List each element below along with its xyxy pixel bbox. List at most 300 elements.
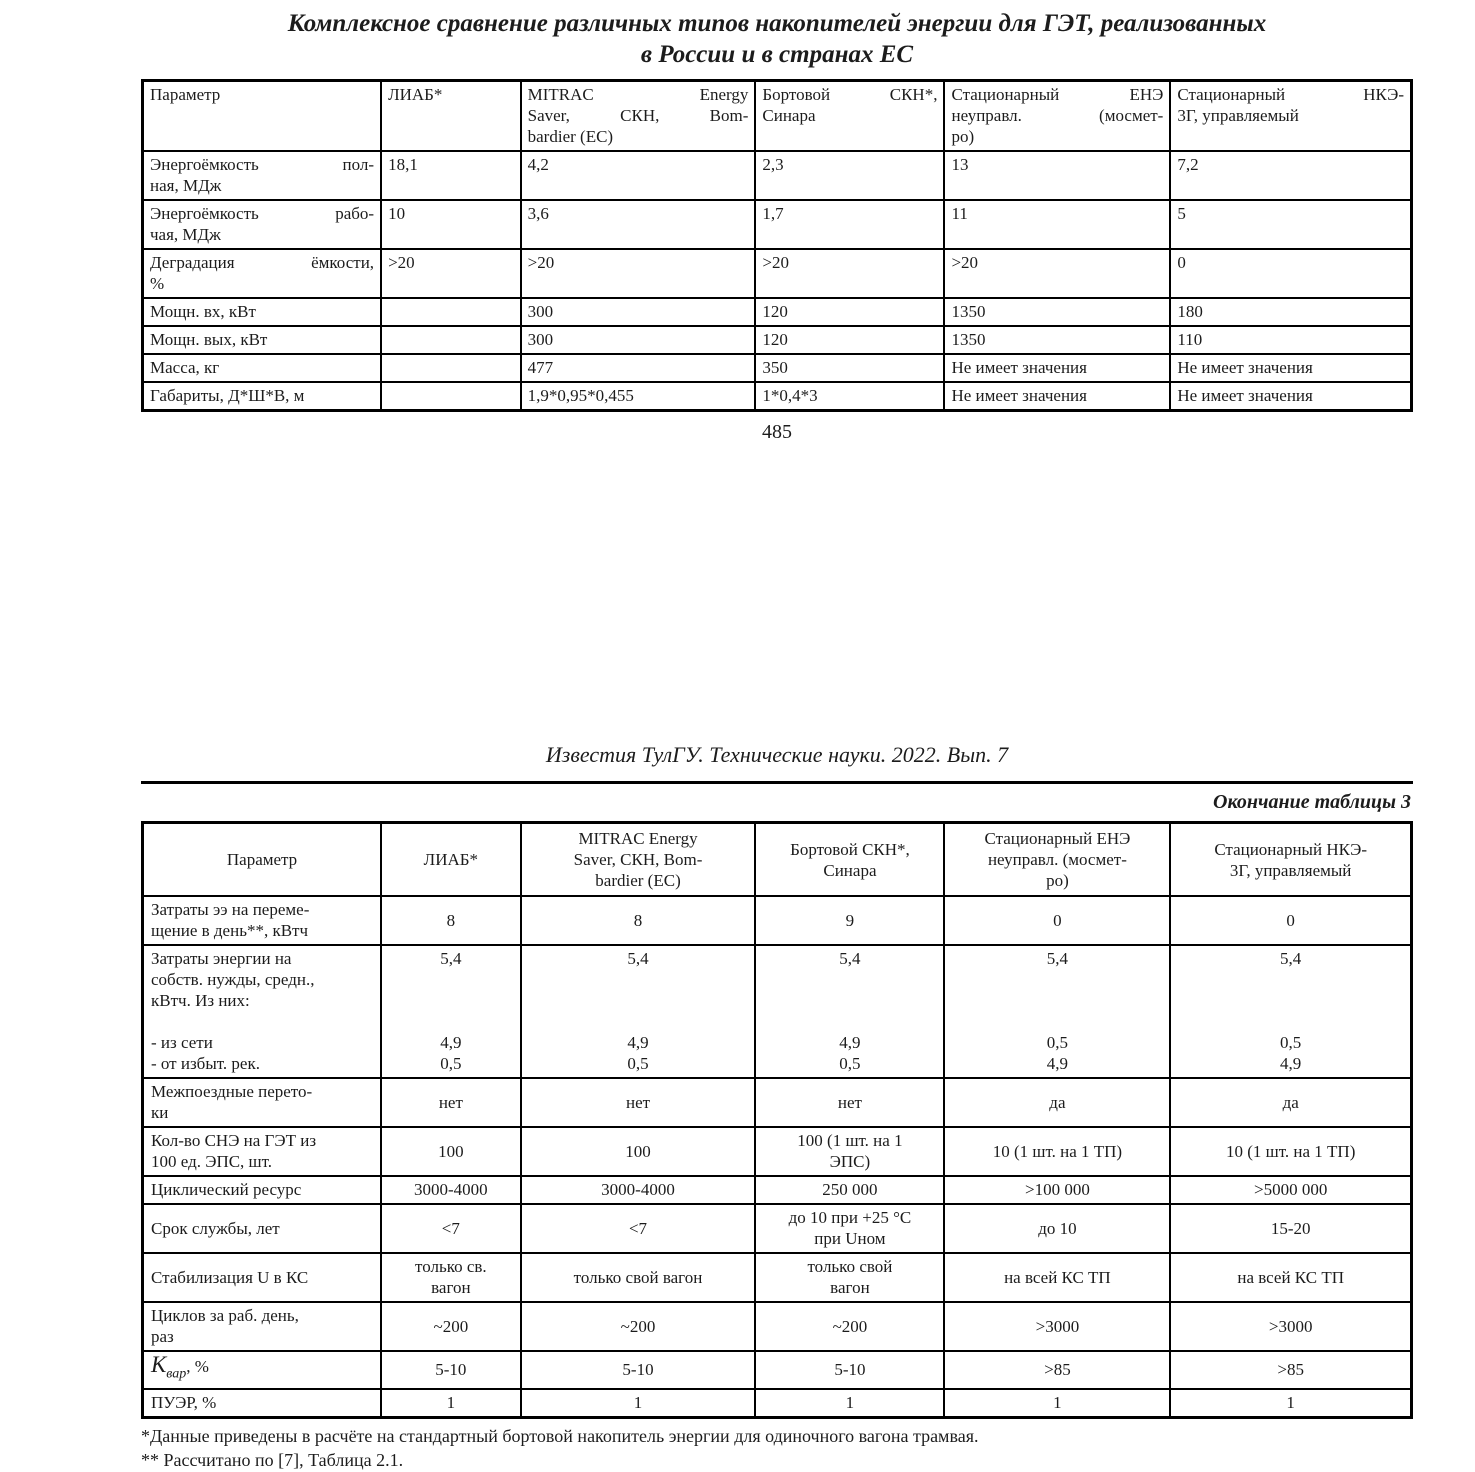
table-continuation-label: Окончание таблицы 3 xyxy=(1213,791,1411,813)
cell-line: на всей КС ТП xyxy=(1004,1267,1111,1287)
param-cell xyxy=(143,298,382,326)
value-cell xyxy=(521,200,756,249)
value-cell xyxy=(755,1302,944,1351)
value-cell xyxy=(521,354,756,382)
cell-line: 3Г, управляемый xyxy=(1229,860,1352,880)
cell-line: Не имеет значения xyxy=(1177,386,1313,405)
cell-line: >85 xyxy=(1044,1359,1071,1379)
value-cell xyxy=(1170,382,1411,411)
param-cell xyxy=(143,1351,382,1389)
document-page xyxy=(141,0,1413,1472)
cell-line: Энергоёмкость рабо- xyxy=(150,204,375,223)
value-cell xyxy=(1170,1351,1411,1389)
table-row xyxy=(143,1253,1412,1302)
value-cell xyxy=(1170,298,1411,326)
value-cell xyxy=(944,1176,1170,1204)
value-cell xyxy=(755,945,944,1078)
cell-line: чая, МДж xyxy=(150,225,221,244)
value-cell xyxy=(944,151,1170,200)
value-cell xyxy=(755,298,944,326)
value-cell xyxy=(755,1078,944,1127)
value-cell xyxy=(381,1389,521,1418)
value-cell xyxy=(381,896,521,945)
cell-line: 10 (1 шт. на 1 ТП) xyxy=(1225,1141,1356,1161)
cell-line: 110 xyxy=(1177,330,1203,349)
cell-line xyxy=(388,301,514,322)
cell-line: 8 xyxy=(446,910,456,930)
value-cell xyxy=(521,1302,756,1351)
cell-line xyxy=(760,990,939,1011)
cell-line: ная, МДж xyxy=(150,176,222,195)
value-cell xyxy=(1170,896,1411,945)
cell-line xyxy=(760,1011,939,1032)
header-rule xyxy=(141,781,1413,784)
value-cell xyxy=(381,1204,521,1253)
value-cell xyxy=(381,249,521,298)
param-cell xyxy=(143,326,382,354)
cell-line: 13 xyxy=(951,155,969,174)
column-header-cell xyxy=(944,81,1170,152)
cell-line: 300 xyxy=(527,302,554,321)
cell-line: ки xyxy=(151,1103,169,1122)
cell-line: 180 xyxy=(1177,302,1203,321)
cell-line: ЭПС) xyxy=(829,1152,871,1171)
document-title xyxy=(141,8,1413,70)
cell-line: MITRAC Energy xyxy=(527,85,749,104)
cell-line: Синара xyxy=(762,106,816,125)
cell-line: Затраты ээ на переме- xyxy=(151,900,310,919)
value-cell xyxy=(521,1351,756,1389)
cell-line: 3,6 xyxy=(527,204,549,223)
value-cell xyxy=(1170,1389,1411,1418)
cell-line xyxy=(949,990,1165,1011)
cell-line: 1 xyxy=(1053,1392,1062,1412)
value-cell xyxy=(381,1078,521,1127)
cell-line: Не имеет значения xyxy=(951,358,1087,377)
cell-line: Бортовой СКН*, xyxy=(790,839,910,859)
param-cell xyxy=(143,1253,382,1302)
value-cell xyxy=(944,945,1170,1078)
cell-line: 120 xyxy=(762,330,788,349)
cell-line: 18,1 xyxy=(388,155,418,174)
cell-line: до 10 xyxy=(1038,1218,1077,1238)
value-cell xyxy=(1170,1302,1411,1351)
param-cell xyxy=(143,1302,382,1351)
cell-line xyxy=(388,385,514,406)
value-cell xyxy=(1170,1127,1411,1176)
cell-line: 10 (1 шт. на 1 ТП) xyxy=(992,1141,1123,1161)
cell-line: 1,7 xyxy=(762,204,784,223)
value-cell xyxy=(755,200,944,249)
cell-line: 10 xyxy=(388,204,406,223)
value-cell xyxy=(1170,1176,1411,1204)
cell-line: только свой вагон xyxy=(573,1267,703,1287)
cell-line: Стационарный ЕНЭ xyxy=(984,829,1131,848)
param-cell xyxy=(143,1204,382,1253)
cell-line xyxy=(388,357,514,378)
cell-line: на всей КС ТП xyxy=(1237,1267,1344,1287)
cell-line: да xyxy=(1282,1092,1299,1112)
cell-line: собств. нужды, средн., xyxy=(151,970,315,989)
cell-line: 9 xyxy=(845,910,855,930)
cell-line: 120 xyxy=(762,302,788,321)
cell-line: 100 xyxy=(438,1141,464,1161)
value-cell xyxy=(381,1253,521,1302)
value-cell xyxy=(381,200,521,249)
param-cell xyxy=(143,354,382,382)
cell-line: >100 000 xyxy=(1024,1180,1090,1199)
value-cell xyxy=(755,382,944,411)
cell-line xyxy=(151,1011,375,1032)
cell-line: неуправл. (мосмет- xyxy=(987,850,1127,869)
value-cell xyxy=(381,1351,521,1389)
cell-line: 100 ед. ЭПС, шт. xyxy=(151,1152,273,1171)
cell-line xyxy=(386,990,516,1011)
cell-line: Масса, кг xyxy=(150,358,220,377)
value-cell xyxy=(944,896,1170,945)
column-header-cell xyxy=(143,81,382,152)
value-cell xyxy=(381,945,521,1078)
cell-line: при Uном xyxy=(814,1229,886,1248)
column-header-cell xyxy=(381,823,521,897)
value-cell xyxy=(381,326,521,354)
column-header-cell xyxy=(944,823,1170,897)
table-row xyxy=(143,1302,1412,1351)
cell-line: 250 000 xyxy=(822,1180,878,1199)
cell-line: Мощн. вх, кВт xyxy=(150,302,256,321)
param-cell xyxy=(143,382,382,411)
cell-line: 4,9 xyxy=(627,1033,649,1052)
table-row xyxy=(143,945,1412,1078)
param-cell xyxy=(143,945,382,1078)
cell-line: 1*0,4*3 xyxy=(762,386,818,405)
value-cell xyxy=(1170,945,1411,1078)
cell-line: >20 xyxy=(951,253,979,272)
column-header-cell xyxy=(1170,823,1411,897)
value-cell xyxy=(1170,1204,1411,1253)
cell-line: Синара xyxy=(823,860,877,880)
value-cell xyxy=(755,151,944,200)
table-row xyxy=(143,1078,1412,1127)
column-header-cell xyxy=(755,81,944,152)
footnote-1: *Данные приведены в расчёте на стандартный бортовой накопитель энергии для одиночного вагона трамвая. xyxy=(141,1425,979,1446)
value-cell xyxy=(521,298,756,326)
cell-line: >20 xyxy=(388,253,415,272)
cell-line: 0 xyxy=(1053,910,1062,930)
cell-line: Габариты, Д*Ш*В, м xyxy=(150,386,305,405)
cell-line: 2,3 xyxy=(762,155,784,174)
value-cell xyxy=(755,1253,944,1302)
cell-line: - из сети xyxy=(151,1033,213,1052)
cell-line: Мощн. вых, кВт xyxy=(150,330,268,349)
column-header-cell xyxy=(521,823,756,897)
value-cell xyxy=(1170,1078,1411,1127)
cell-line: щение в день**, кВтч xyxy=(151,921,309,940)
value-cell xyxy=(755,1204,944,1253)
param-cell xyxy=(143,1127,382,1176)
cell-line: >20 xyxy=(527,253,555,272)
cell-line: 15-20 xyxy=(1270,1218,1311,1238)
cell-line: - от избыт. рек. xyxy=(151,1054,260,1073)
header-row xyxy=(143,823,1412,897)
cell-line: вагон xyxy=(830,1278,870,1297)
cell-line: 0,5 xyxy=(839,1054,861,1073)
table-row xyxy=(143,1351,1412,1389)
cell-line: 0,5 xyxy=(1280,1033,1302,1052)
column-header-cell xyxy=(1170,81,1411,152)
column-header-cell xyxy=(521,81,756,152)
cell-line xyxy=(949,969,1165,990)
cell-line: Энергоёмкость пол- xyxy=(150,155,375,174)
cell-line: 0,5 xyxy=(440,1054,462,1073)
value-cell xyxy=(521,1253,756,1302)
cell-line: % xyxy=(150,274,165,293)
value-cell xyxy=(755,1176,944,1204)
value-cell xyxy=(521,1176,756,1204)
cell-line xyxy=(386,1011,516,1032)
cell-line: 0 xyxy=(1177,253,1186,272)
value-cell xyxy=(381,382,521,411)
value-cell xyxy=(755,326,944,354)
value-cell xyxy=(1170,200,1411,249)
cell-line: 1 xyxy=(845,1392,855,1412)
cell-line: 1 xyxy=(1286,1392,1295,1412)
cell-line: раз xyxy=(151,1327,174,1346)
cell-line: Затраты энергии на xyxy=(151,949,292,968)
value-cell xyxy=(755,1389,944,1418)
value-cell xyxy=(521,1204,756,1253)
cell-line: 0,5 xyxy=(627,1054,649,1073)
cell-line: Параметр xyxy=(226,850,298,869)
value-cell xyxy=(944,1351,1170,1389)
cell-line: $К_{вар}$, % xyxy=(151,1352,209,1382)
value-cell xyxy=(521,1078,756,1127)
cell-line: Saver, СКН, Bom- xyxy=(573,850,703,869)
param-cell xyxy=(143,1078,382,1127)
cell-line: 11 xyxy=(951,204,968,223)
value-cell xyxy=(944,382,1170,411)
page-gap xyxy=(141,444,1413,741)
table-row xyxy=(143,298,1412,326)
cell-line xyxy=(526,990,751,1011)
cell-line: bardier (ЕС) xyxy=(527,127,614,146)
value-cell xyxy=(381,354,521,382)
cell-line: Стационарный ЕНЭ xyxy=(951,85,1164,104)
cell-line: Срок службы, лет xyxy=(151,1218,280,1238)
table-row xyxy=(143,896,1412,945)
param-cell xyxy=(143,200,382,249)
cell-line: 4,9 xyxy=(839,1033,861,1052)
cell-line xyxy=(388,329,514,350)
column-header-cell xyxy=(755,823,944,897)
cell-line: 0 xyxy=(1286,910,1295,930)
cell-line: Не имеет значения xyxy=(951,386,1087,405)
cell-line: 4,9 xyxy=(1046,1054,1069,1073)
cell-line: 3Г, управляемый xyxy=(1177,106,1299,125)
table-row xyxy=(143,1176,1412,1204)
cell-line: Saver, СКН, Bom- xyxy=(527,106,749,125)
cell-line: до 10 при +25 °С xyxy=(788,1208,912,1227)
value-cell xyxy=(944,1127,1170,1176)
value-cell xyxy=(944,326,1170,354)
value-cell xyxy=(521,1127,756,1176)
cell-line: да xyxy=(1049,1092,1066,1112)
cell-line: вагон xyxy=(431,1278,471,1297)
cell-line: ЛИАБ* xyxy=(423,850,479,869)
cell-line: >3000 xyxy=(1268,1316,1313,1336)
cell-line: 300 xyxy=(527,330,554,349)
cell-line: Стационарный НКЭ- xyxy=(1214,839,1368,859)
cell-line: Бортовой СКН*, xyxy=(762,85,938,104)
cell-line: bardier (ЕС) xyxy=(595,871,681,890)
cell-line xyxy=(760,969,939,990)
value-cell xyxy=(944,200,1170,249)
value-cell xyxy=(1170,249,1411,298)
cell-line: 100 xyxy=(625,1141,651,1161)
cell-line: кВтч. Из них: xyxy=(151,991,250,1010)
page-number: 485 xyxy=(762,421,792,443)
cell-line: 1,9*0,95*0,455 xyxy=(527,386,634,405)
value-cell xyxy=(1170,151,1411,200)
cell-line: 4,2 xyxy=(527,155,549,174)
cell-line: <7 xyxy=(628,1218,648,1238)
value-cell xyxy=(381,298,521,326)
value-cell xyxy=(521,326,756,354)
cell-line: 3000-4000 xyxy=(414,1180,488,1199)
param-cell xyxy=(143,249,382,298)
cell-line: Стабилизация U в КС xyxy=(151,1267,309,1287)
param-cell xyxy=(143,1176,382,1204)
cell-line: Деградация ёмкости, xyxy=(150,253,375,272)
table-row xyxy=(143,1389,1412,1418)
cell-line: 5,4 xyxy=(1280,949,1302,968)
cell-line: ~200 xyxy=(433,1316,469,1336)
cell-line: нет xyxy=(837,1092,862,1112)
value-cell xyxy=(381,1127,521,1176)
value-cell xyxy=(944,1253,1170,1302)
value-cell xyxy=(381,1302,521,1351)
table-row xyxy=(143,382,1412,411)
cell-line: 5 xyxy=(1177,204,1186,223)
cell-line: Стационарный НКЭ- xyxy=(1177,85,1404,104)
cell-line xyxy=(526,1011,751,1032)
value-cell xyxy=(755,354,944,382)
cell-line: 8 xyxy=(633,910,643,930)
cell-line: 0,5 xyxy=(1046,1033,1069,1052)
cell-line: >85 xyxy=(1277,1359,1304,1379)
cell-line xyxy=(1175,990,1406,1011)
cell-line xyxy=(386,969,516,990)
param-cell xyxy=(143,896,382,945)
cell-line xyxy=(1175,1011,1406,1032)
value-cell xyxy=(521,249,756,298)
value-cell xyxy=(944,1204,1170,1253)
table-row xyxy=(143,249,1412,298)
cell-line: 5,4 xyxy=(440,949,462,968)
header-row xyxy=(143,81,1412,152)
value-cell xyxy=(944,298,1170,326)
cell-line: нет xyxy=(438,1092,463,1112)
cell-line: 477 xyxy=(527,358,554,377)
cell-line xyxy=(1175,969,1406,990)
cell-line: ПУЭР, % xyxy=(151,1392,217,1412)
value-cell xyxy=(521,945,756,1078)
value-cell xyxy=(755,249,944,298)
cell-line: неуправл. (мосмет- xyxy=(951,106,1164,125)
table-row xyxy=(143,354,1412,382)
value-cell xyxy=(755,1127,944,1176)
cell-line: Кол-во СНЭ на ГЭТ из xyxy=(151,1131,317,1150)
comparison-table-top xyxy=(141,79,1413,412)
value-cell xyxy=(381,1176,521,1204)
table-row xyxy=(143,326,1412,354)
document-title-line2: в России и в странах ЕС xyxy=(640,41,914,68)
cell-line: ро) xyxy=(1046,871,1069,890)
cell-line: >5000 000 xyxy=(1254,1180,1328,1199)
cell-line: 100 (1 шт. на 1 xyxy=(797,1131,903,1150)
cell-line: 7,2 xyxy=(1177,155,1199,174)
param-cell xyxy=(143,1389,382,1418)
value-cell xyxy=(944,1302,1170,1351)
cell-line: 5-10 xyxy=(834,1359,866,1379)
value-cell xyxy=(521,896,756,945)
table-row xyxy=(143,1127,1412,1176)
cell-line: нет xyxy=(625,1092,651,1112)
value-cell xyxy=(521,1389,756,1418)
value-cell xyxy=(1170,1253,1411,1302)
cell-line: >20 xyxy=(762,253,789,272)
cell-line: Межпоездные перето- xyxy=(151,1082,313,1101)
value-cell xyxy=(521,151,756,200)
cell-line: Параметр xyxy=(150,85,221,104)
document-title-line1: Комплексное сравнение различных типов накопителей энергии для ГЭТ, реализованных xyxy=(287,10,1267,37)
cell-line: >3000 xyxy=(1035,1316,1080,1336)
cell-line: 1 xyxy=(633,1392,643,1412)
value-cell xyxy=(755,896,944,945)
cell-line: 1 xyxy=(446,1392,456,1412)
cell-line xyxy=(949,1011,1165,1032)
cell-line: ро) xyxy=(951,127,975,146)
cell-line xyxy=(526,969,751,990)
cell-line: ЛИАБ* xyxy=(388,85,443,104)
value-cell xyxy=(381,151,521,200)
value-cell xyxy=(1170,326,1411,354)
value-cell xyxy=(1170,354,1411,382)
cell-line: Циклический ресурс xyxy=(151,1180,302,1199)
param-cell xyxy=(143,151,382,200)
column-header-cell xyxy=(143,823,382,897)
cell-line: Не имеет значения xyxy=(1177,358,1313,377)
cell-line: <7 xyxy=(441,1218,460,1238)
comparison-table-bottom xyxy=(141,821,1413,1419)
cell-line: 1350 xyxy=(951,302,986,321)
cell-line: 5,4 xyxy=(839,949,861,968)
cell-line: только свой xyxy=(807,1257,893,1276)
cell-line: Циклов за раб. день, xyxy=(151,1306,299,1325)
cell-line: 1350 xyxy=(951,330,986,349)
value-cell xyxy=(521,382,756,411)
table-row xyxy=(143,1204,1412,1253)
cell-line: ~200 xyxy=(620,1316,656,1336)
cell-line: 5,4 xyxy=(1046,949,1069,968)
cell-line: 5-10 xyxy=(622,1359,654,1379)
table-row xyxy=(143,200,1412,249)
cell-line: 350 xyxy=(762,358,788,377)
footnote-2: ** Рассчитано по [7], Таблица 2.1. xyxy=(141,1449,404,1470)
value-cell xyxy=(944,354,1170,382)
cell-line: 4,9 xyxy=(440,1033,462,1052)
cell-line: MITRAC Energy xyxy=(578,829,698,848)
